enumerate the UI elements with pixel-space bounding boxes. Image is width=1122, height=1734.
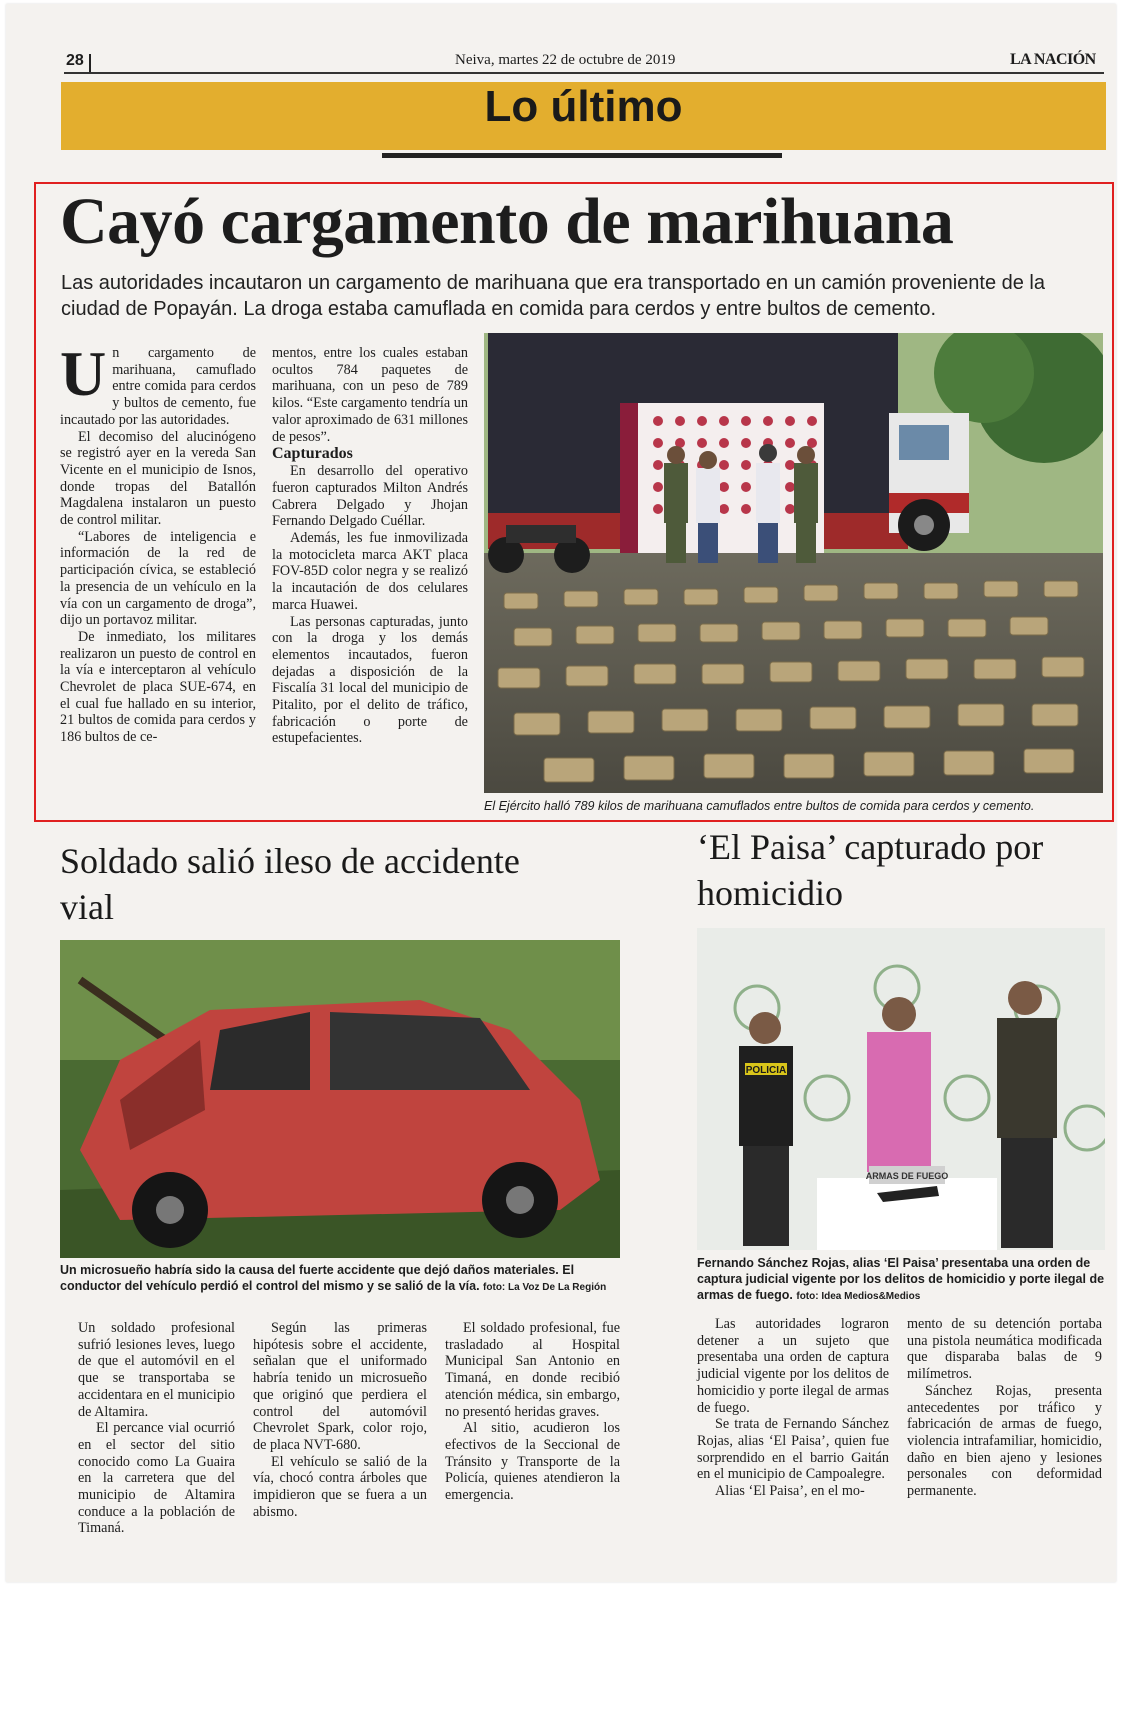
main-column-1 bbox=[60, 338, 256, 746]
paisa-paragraph: Alias ‘El Paisa’, en el mo- bbox=[715, 1483, 865, 1500]
arrest-caption-text: Fernando Sánchez Rojas, alias ‘El Paisa’ presentaba una orden de captura judicial vigente por los delitos de homicidio y porte ilegal de armas de fuego. bbox=[697, 1256, 1105, 1302]
main-paragraph: “Labores de inteligencia e información de la red de participación cívica, se estableció la presencia de un vehículo en la vía con un cargamento de droga”, dijo un portavoz militar. bbox=[60, 528, 256, 629]
paisa-paragraph: Las autoridades lograron detener a un sujeto que presentaba una orden de captura judicial vigente por los delitos de homicidio y porte ilegal de armas de fuego. bbox=[697, 1316, 889, 1416]
paisa-headline: ‘El Paisa’ capturado por homicidio bbox=[697, 827, 1044, 913]
arrest-photo bbox=[697, 928, 1105, 1250]
main-paragraph: n cargamento de marihuana, camuflado entre comida para cerdos y bultos de cemento, fue incautado por las autoridades. bbox=[60, 345, 256, 428]
seizure-photo-caption: El Ejército halló 789 kilos de marihuana camuflados entre bultos de comida para cerdos y cemento. bbox=[484, 799, 1035, 813]
main-paragraph: Las personas capturadas, junto con la droga y los demás elementos incautados, fueron dejadas a disposición de la Fiscalía 31 local del municipio de Pitalito, por el delito de tráfico, fabricación o porte de estupefacientes. bbox=[272, 613, 468, 747]
page-number-divider bbox=[89, 54, 91, 72]
dateline: Neiva, martes 22 de octubre de 2019 bbox=[455, 52, 676, 68]
paisa-paragraph: Se trata de Fernando Sánchez Rojas, alias ‘El Paisa’, quien fue sorprendido en el barrio Gaitán en el municipio de Campoalegre. bbox=[697, 1416, 889, 1483]
soldier-headline: Soldado salió ileso de accidente vial bbox=[60, 841, 520, 927]
main-paragraph: El decomiso del alucinógeno se registró ayer en la vereda San Vicente en el municipio de Isnos, donde tropas del Batallón Magdalena instalaron un puesto de control militar. bbox=[60, 428, 256, 529]
soldier-paragraph: Un soldado profesional sufrió lesiones leves, luego de que el automóvil en el que se transportaba se accidentara en el municipio de Altamira. bbox=[78, 1320, 235, 1420]
officer-left bbox=[739, 1012, 793, 1246]
banner-underbar bbox=[382, 153, 782, 158]
arrest-photo-credit: foto: Idea Medios&Medios bbox=[796, 1291, 921, 1302]
car-caption-text: Un microsueño habría sido la causa del fuerte accidente que dejó daños materiales. El conductor del vehículo perdió el control del mismo y se salió de la vía. bbox=[60, 1263, 575, 1293]
masthead: LA NACIÓN bbox=[1010, 51, 1096, 68]
main-paragraph: De inmediato, los militares realizaron un puesto de control en la vía e interceptaron al vehículo Chevrolet de placa SUE-674, en el cual fue hallado en su interior, 21 bultos de comida para cerdos y 186 bultos de ce- bbox=[60, 628, 256, 746]
main-paragraph: mentos, entre los cuales estaban ocultos 784 paquetes de marihuana, con un peso de 789 kilos. “Este cargamento tendría un valor aproximado de 631 millones de pesos”. bbox=[272, 345, 468, 445]
soldier-column-2 bbox=[253, 1320, 427, 1520]
page-number: 28 bbox=[66, 52, 84, 69]
soldier-paragraph: El soldado profesional, fue trasladado al Hospital Municipal San Antonio en Timaná, en donde recibió atención médica, sin embargo, no presentó heridas graves. bbox=[445, 1320, 620, 1420]
car-photo-credit: foto: La Voz De La Región bbox=[483, 1282, 607, 1293]
car-accident-illustration bbox=[60, 940, 620, 1258]
header-rule bbox=[64, 72, 1104, 74]
soldier-column-3 bbox=[445, 1320, 620, 1504]
main-headline: Cayó cargamento de marihuana bbox=[60, 185, 954, 258]
seizure-photo-illustration bbox=[484, 333, 1103, 793]
vest-label: POLICIA bbox=[745, 1065, 787, 1076]
section-title: Lo último bbox=[484, 82, 683, 131]
main-column-2 bbox=[272, 345, 468, 747]
arrest-photo-illustration bbox=[697, 928, 1105, 1250]
officer-right bbox=[997, 981, 1057, 1248]
section-banner bbox=[61, 82, 1106, 150]
soldier-column-1 bbox=[78, 1320, 235, 1537]
paisa-paragraph: mento de su detención portaba una pistola neumática modificada que disparaba balas de 9 milímetros. bbox=[907, 1316, 1102, 1383]
table-label: ARMAS DE FUEGO bbox=[865, 1171, 949, 1181]
main-paragraph: En desarrollo del operativo fueron capturados Milton Andrés Cabrera Delgado y Jhojan Fernando Delgado Cuéllar. bbox=[272, 463, 468, 530]
soldier-paragraph: El percance vial ocurrió en el sector del sitio conocido como La Guaira en la carretera que del municipio de Altamira conduce a la población de Timaná. bbox=[78, 1420, 235, 1537]
paisa-column-2 bbox=[907, 1316, 1102, 1500]
car-accident-caption bbox=[60, 1262, 625, 1296]
arrest-photo-caption bbox=[697, 1255, 1105, 1305]
soldier-paragraph: Según las primeras hipótesis sobre el accidente, señalan que el uniformado habría tenido un microsueño que originó que perdiera el control del automóvil Chevrolet Spark, color rojo, de placa NVT-680. bbox=[253, 1320, 427, 1453]
drop-cap: U bbox=[60, 338, 107, 409]
paisa-column-1 bbox=[697, 1316, 889, 1500]
main-paragraph: Además, les fue inmovilizada la motocicleta marca AKT placa FOV-85D color negra y se realizó la incautación de dos celulares marca Huawei. bbox=[272, 530, 468, 613]
car-accident-photo bbox=[60, 940, 620, 1258]
subhead-capturados: Capturados bbox=[272, 445, 353, 463]
seizure-photo bbox=[484, 333, 1103, 793]
paisa-paragraph: Sánchez Rojas, presenta antecedentes por tráfico y fabricación de armas de fuego, violencia intrafamiliar, homicidio, daño en bien ajeno y lesiones personales con deformidad permanente. bbox=[907, 1382, 1102, 1500]
soldier-paragraph: El vehículo se salió de la vía, chocó contra árboles que impidieron que se fuera a un abismo. bbox=[253, 1453, 427, 1520]
soldier-paragraph: Al sitio, acudieron los efectivos de la Seccional de Tránsito y Transporte de la Policía, quienes atendieron la emergencia. bbox=[445, 1420, 620, 1504]
main-dek: Las autoridades incautaron un cargamento de marihuana que era transportado en un camión proveniente de la ciudad de Popayán. La droga estaba camuflada en comida para cerdos y entre bultos de cemento. bbox=[61, 272, 1045, 320]
